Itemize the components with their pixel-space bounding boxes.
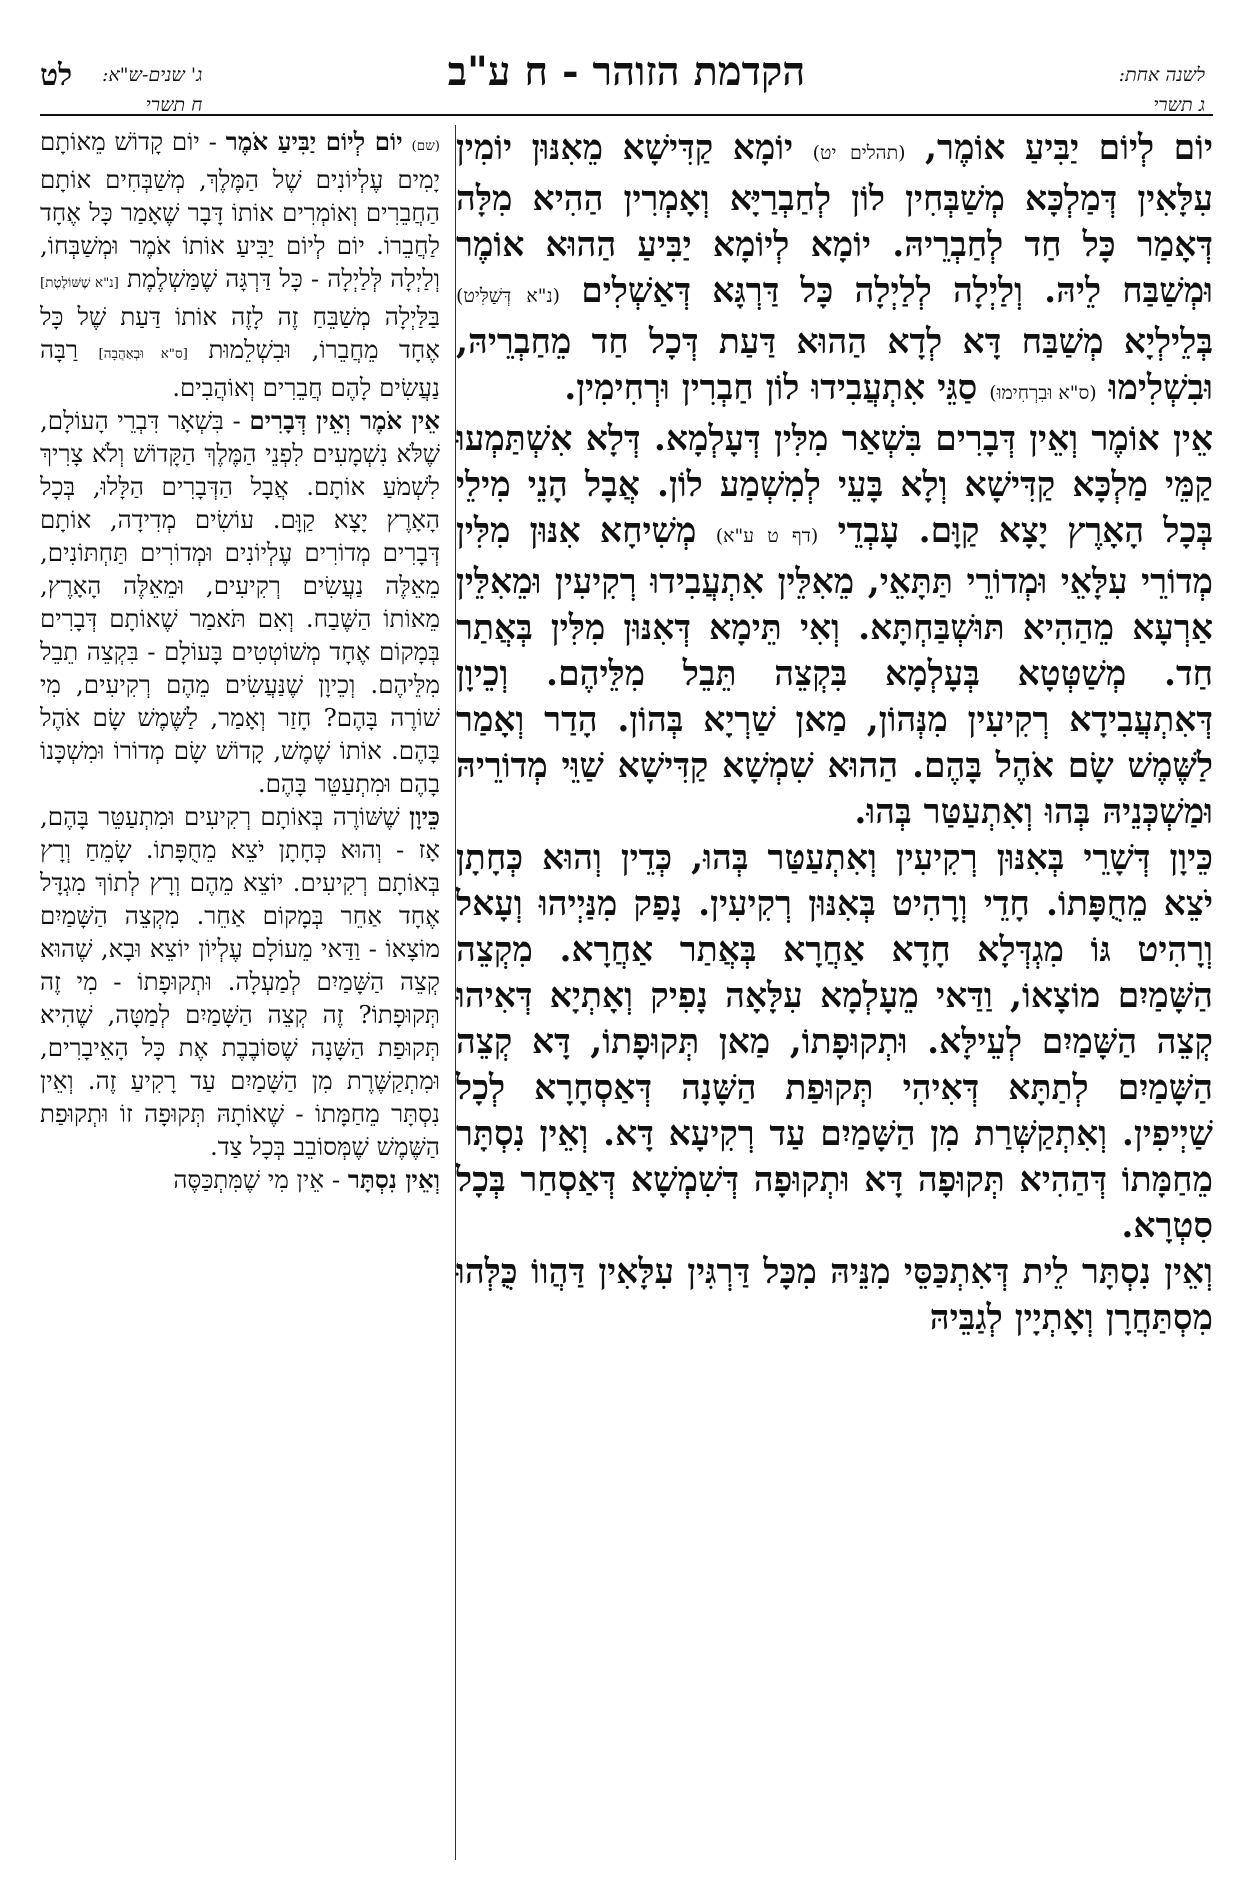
main-paragraph <box>456 125 1213 416</box>
paragraph-body: שֶׁשּׁוֹרֶה בְּאוֹתָם רְקִיעִים וּמִתְעַטֵּר בָּהֶם, אָז - וְהוּא כְּחָתָן יֹצֵא מֵחֻפָּתוֹ. שָׂמֵחַ וְרָץ בְּאוֹתָם רְקִיעִים. יוֹצֵא מֵהֶם וְרָץ לְתוֹךְ מִגְדָּל אֶחָד אַחֵר בְּמָקוֹם אַחֵר. מִקְצֵה הַשָּׁמַיִם מוֹצָאוֹ - וַדַּאי מֵעוֹלָם עֶלְיוֹן יוֹצֵא וּבָא, שֶׁהוּא קְצֵה הַשָּׁמַיִם לְמַעְלָה. וּתְקוּפָתוֹ - מִי זֶה תְּקוּפָתוֹ? זֶה קְצֵה הַשָּׁמַיִם לְמַטָּה, שֶׁהִיא תְּקוּפַת הַשָּׁנָה שֶׁסּוֹבֶבֶת אֶת כָּל הָאֵיבָרִים, וּמִתְקַשֶּׁרֶת מִן הַשָּׁמַיִם עַד רָקִיעַ זֶה. וְאֵין נִסְתָּר מֵחַמָּתוֹ - שֶׁאוֹתָהּ תְּקוּפָה זוֹ וּתְקוּפַת הַשֶּׁמֶשׁ שֶׁמְּסוֹבֵב בְּכָל צַד. <box>40 802 440 1161</box>
source-reference: (תהלים יט) <box>812 142 906 164</box>
schedule-one-year <box>1119 60 1205 120</box>
paragraph-lead: יוֹם לְיוֹם יַבִּיעַ אֹמֶר <box>225 127 403 156</box>
main-paragraph <box>456 416 1213 835</box>
variant-note: [ס"א וּבְאַהֲבָה] <box>98 346 188 362</box>
paragraph-body: לֵית דְּאִתְכַּסֵּי מִנֵּיהּ מִכָּל דַּרְגִּין עִלָּאִין דַּהֲווֹ כֻּלְּהוּ מִסְתַּחֲרָן וְאָתְיָין לְגַבֵּיהּ <box>456 1252 1213 1338</box>
paragraph-lead: וְאֵין נִסְתָּר <box>1082 1252 1213 1292</box>
paragraph-lead: אֵין אוֹמֶר וְאֵין דְּבָרִים <box>935 419 1213 459</box>
page-header <box>40 48 1213 134</box>
paragraph-body: - בִּשְׁאָר דִּבְרֵי הָעוֹלָם, שֶׁלֹּא נִשְׁמָעִים לִפְנֵי הַמֶּלֶךְ הַקָּדוֹשׁ וְלֹא צָרִיךְ לִשְׁמֹעַ אוֹתָם. אֲבָל הַדְּבָרִים הַלָּלוּ, בְּכָל הָאָרֶץ יָצָא קַוָּם. עוֹשִׂים מְדִידָה, אוֹתָם דְּבָרִים מְדוֹרִים עֶלְיוֹנִים וּמְדוֹרִים תַּחְתּוֹנִים, מֵאֵלֶּה נַעֲשִׂים רְקִיעִים, וּמֵאֵלֶּה הָאָרֶץ, מֵאוֹתוֹ הַשֶּׁבַח. וְאִם תֹּאמַר שֶׁאוֹתָם דְּבָרִים בְּמָקוֹם אֶחָד מְשׁוֹטְטִים בָּעוֹלָם - בִּקְצֵה תֵבֵל מִלֵּיהֶם. וְכֵיוָן שֶׁנַּעֲשִׂים מֵהֶם רְקִיעִים, מִי שׁוֹרֶה בָּהֶם? חָזַר וְאָמַר, לַשֶּׁמֶשׁ שָׂם אֹהֶל בָּהֶם. אוֹתוֹ שֶׁמֶשׁ, קָדוֹשׁ שָׂם מְדוֹרוֹ וּמִשְׁכָּנוֹ בָהֶם וּמִתְעַטֵּר בָּהֶם. <box>40 406 440 798</box>
main-paragraph <box>456 1249 1213 1341</box>
commentary-paragraph <box>40 1163 440 1196</box>
paragraph-body: מְשִׁיחָא אִנּוּן מִלִּין מְדוֹרֵי עִלָּאֵי וּמְדוֹרֵי תַּתָּאֵי, מֵאִלֵּין אִתְעֲבִידוּ רְקִיעִין וּמֵאִלֵּין אַרְעָא מֵהַהִיא תּוּשְׁבַּחְתָּא. וְאִי תֵּימָא דְּאִנּוּן מִלִּין בְּאֲתַר חַד. מְשַׁטְּטָא בְּעָלְמָא בִּקְצֵה תֵּבֵל מִלֵּיהֶם. וְכֵיוָן דְּאִתְעֲבִידָא רְקִיעִין מִנְּהוֹן, מַאן שַׁרְיָא בְּהוֹן. הָדַר וְאָמַר לַשֶּׁמֶשׁ שָׂם אֹהֶל בָּהֶם. הַהוּא שִׁמְשָׁא קַדִּישָׁא שַׁוֵּי מְדוֹרֵיהּ וּמַשְׁכְּנֵיהּ בְּהוּ וְאִתְעַטַּר בְּהוּ. <box>456 511 1213 832</box>
paragraph-body: בַּלַּיְלָה מְשַׁבֵּחַ זֶה לָזֶה אוֹתוֹ דַּעַת שֶׁל כָּל אֶחָד מֵחֲבֵרוֹ, וּבִשְׁלֵמוּת <box>40 302 440 364</box>
paragraph-body: יוֹמָא קַדִּישָׁא מֵאִנּוּן יוֹמִין עִלָּאִין דְּמַלְכָּא מְשַׁבְּחִין לוֹן לְחַבְרַיָּא וְאָמְרִין הַהִיא מִלָּה דְּאָמַר כָּל חַד לְחַבְרֵיהּ. יוֹמָא לְיוֹמָא יַבִּיעַ הַהוּא אוֹמֶר וּמְשַׁבַּח לֵיהּ. וְלַיְלָה לְלַיְלָה כָּל דַּרְגָּא דְּאַשְׁלִים <box>456 128 1213 311</box>
schedule-three-years-date: ח תשרי <box>145 94 203 116</box>
commentary-paragraph <box>40 125 440 404</box>
paragraph-lead: כֵּיוָן <box>409 802 440 831</box>
schedule-one-year-label: לשנה אחת: <box>1118 64 1205 86</box>
paragraph-body: דְּשָׁרֵי בְּאִנּוּן רְקִיעִין וְאִתְעַטַּר בְּהוּ, כְּדֵין וְהוּא כְּחָתָן יֹצֵא מֵחֻפָּתוֹ. חָדֵי וְרָהִיט בְּאִנּוּן רְקִיעִין. נָפַק מִנַּיְיהוּ וְעָאל וְרָהִיט גּוֹ מִגְדְּלָא חָדָא אַחֲרָא בְּאֲתַר אַחֲרָא. מִקְצֵה הַשָּׁמַיִם מוֹצָאוֹ, וַדַּאי מֵעָלְמָא עִלָּאָה נָפִיק וְאָתְיָא דְּאִיהוּ קְצֵה הַשָּׁמַיִם לְעֵילָּא. וּתְקוּפָתוֹ, מַאן תְּקוּפָתוֹ, דָּא קְצֵה הַשָּׁמַיִם לְתַתָּא דְּאִיהִי תְּקוּפַת הַשָּׁנָה דְּאַסְחָרָא לְכָל שַׁיְיפִין. וְאִתְקַשְּׁרַת מִן הַשָּׁמַיִם עַד רְקִיעָא דָּא. וְאֵין נִסְתָּר מֵחַמָּתוֹ דְּהַהִיא תְּקוּפָה דָּא וּתְקוּפָה דְּשִׁמְשָׁא דְּאַסְחַר בְּכָל סִטְרָא. <box>456 838 1213 1246</box>
paragraph-lead: אֵין אֹמֶר וְאֵין דְּבָרִים <box>249 406 440 435</box>
paragraph-body: רַבָּה נַעֲשִׂים לָהֶם חֲבֵרִים וְאוֹהֲבִים. <box>40 335 440 402</box>
commentary-paragraph <box>40 404 440 800</box>
schedule-three-years-label: ג' שנים-ש"א: <box>102 64 203 86</box>
commentary-paragraph <box>40 800 440 1163</box>
header-divider <box>40 114 1213 116</box>
variant-note: [נ"א שֶׁשּׁוֹלֶטֶת] <box>40 275 119 291</box>
variant-note: (ס"א וּבִרְחִימוּ) <box>989 382 1097 404</box>
schedule-one-year-date: ג תשרי <box>1153 94 1205 116</box>
paragraph-lead: יוֹם לְיוֹם יַבִּיעַ אוֹמֶר, <box>925 128 1213 168</box>
source-reference: (דף ט ע"א) <box>715 525 819 547</box>
page-title: הקדמת הזוהר - ח ע"ב <box>447 48 806 95</box>
page-number: לט <box>40 58 73 93</box>
main-paragraph <box>456 835 1213 1249</box>
paragraph-body: - יוֹם קָדוֹשׁ מֵאוֹתָם יָמִים עֶלְיוֹנִים שֶׁל הַמֶּלֶךְ, מְשַׁבְּחִים אוֹתָם הַחֲבֵרִים וְאוֹמְרִים אוֹתוֹ דָּבָר שֶׁאָמַר כָּל אֶחָד לַחֲבֵרוֹ. יוֹם לְיוֹם יַבִּיעַ אוֹתוֹ אֹמֶר וּמְשַׁבְּחוֹ, וְלַיְלָה לְּלַיְלָה - כָּל דַּרְגָּה שֶׁמַּשְׁלֶמֶת <box>40 127 440 293</box>
commentary-column <box>40 125 440 1860</box>
variant-note: (נ"א דְּשַׁלִּיט) <box>456 285 561 307</box>
paragraph-body: בִּשְׁאַר מִלִּין דְּעָלְמָא. דְּלָא אִשְׁתַּמְעוּ קַמֵּי מַלְכָּא קַדִּישָׁא וְלָא בָּעֵי לְמִשְׁמַע לוֹן. אֲבָל הָנֵי מִילֵי בְּכָל הָאָרֶץ יָצָא קַוָּם. עָבְדֵי <box>456 419 1213 551</box>
paragraph-body: סַגֵּי אִתְעֲבִידוּ לוֹן חַבְרִין וּרְחִימִין. <box>564 368 978 408</box>
column-divider <box>455 125 456 1860</box>
paragraph-lead: כֵּיוָן <box>1169 838 1213 878</box>
paragraph-body: בְּלֵילְיָא מְשַׁבַּח דָּא לְדָא הַהוּא דַּעַת דְּכָל חַד מֵחַבְרֵיהּ, וּבִשְׁלִימוּ <box>456 322 1213 408</box>
paragraph-body: - אֵין מִי שֶׁמִּתְכַּסֶּה <box>173 1165 341 1194</box>
paragraph-lead: וְאֵין נִסְתָּר <box>347 1165 440 1194</box>
source-reference: (שם) <box>411 138 440 154</box>
main-text-column <box>456 125 1213 1860</box>
